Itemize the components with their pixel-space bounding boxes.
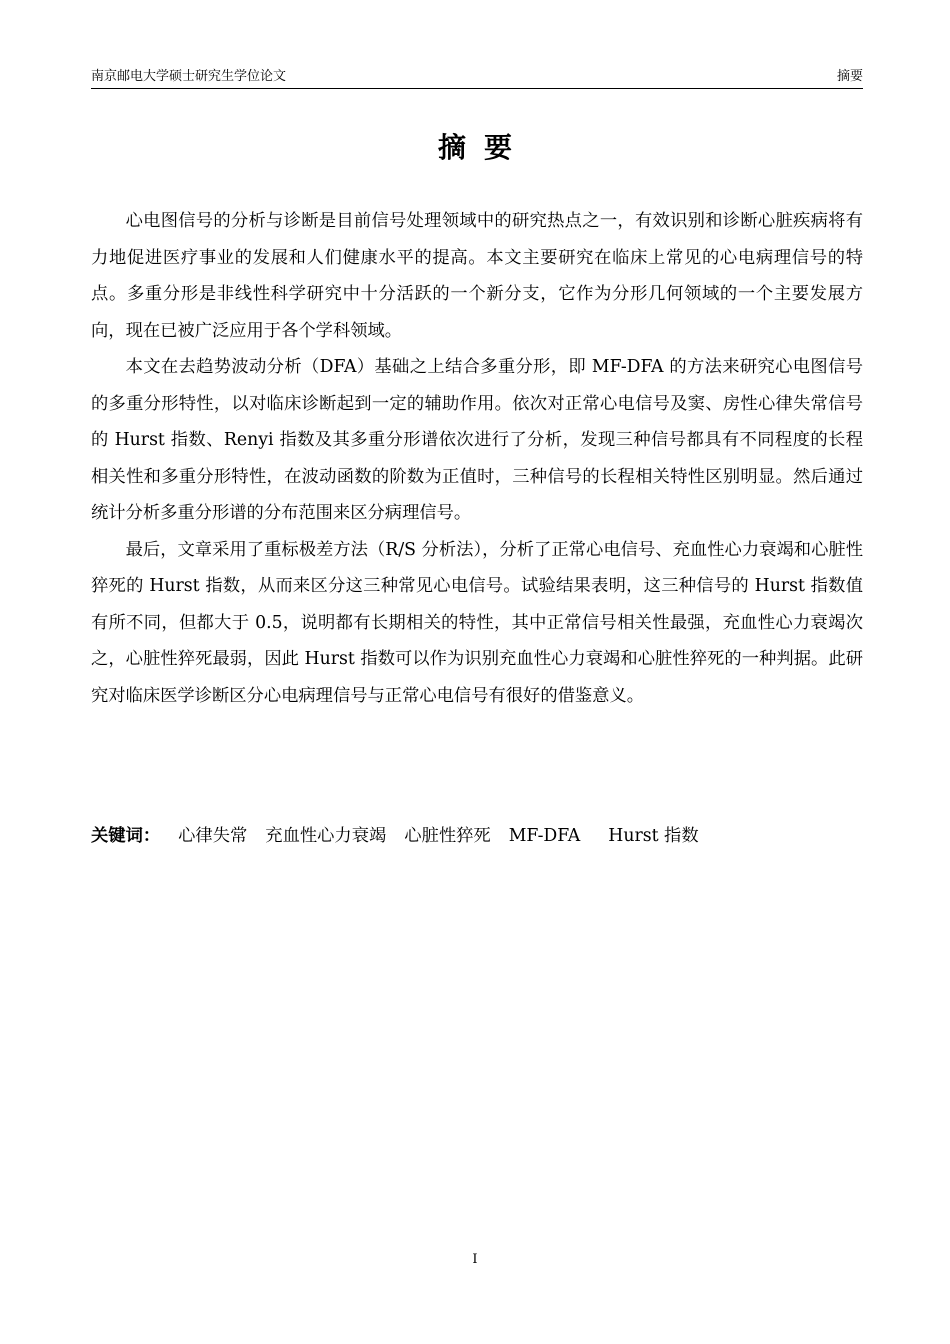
abstract-paragraph-1: 心电图信号的分析与诊断是目前信号处理领域中的研究热点之一，有效识别和诊断心脏疾病将有力地促进医疗事业的发展和人们健康水平的提高。本文主要研究在临床上常见的心电病理信号的特点。多重分形是非线性科学研究中十分活跃的一个新分支，它作为分形几何领域的一个主要发展方向，现在已被广泛应用于各个学科领域。: [91, 211, 863, 341]
page-header: [91, 66, 863, 89]
keyword-item: 充血性心力衰竭: [265, 826, 387, 846]
keyword-item: 心律失常: [178, 826, 248, 846]
page-title: 摘要: [437, 131, 530, 164]
keywords-line: [91, 818, 863, 854]
header-thesis-title: 南京邮电大学硕士研究生学位论文: [91, 69, 287, 84]
header-section-name: 摘要: [836, 69, 863, 84]
keyword-item: MF-DFA: [508, 826, 581, 846]
abstract-paragraph-3: 最后，文章采用了重标极差方法（R/S 分析法），分析了正常心电信号、充血性心力衰竭和心脏性猝死的 Hurst 指数，从而来区分这三种常见心电信号。试验结果表明，这三种信号的 Hurst 指数值有所不同，但都大于 0.5，说明都有长期相关的特性，其中正常信号相关性最强，充血性心力衰竭次之，心脏性猝死最弱，因此 Hurst 指数可以作为识别充血性心力衰竭和心脏性猝死的一种判据。此研究对临床医学诊断区分心电病理信号与正常心电信号有很好的借鉴意义。: [91, 539, 863, 706]
page-number: I: [472, 1252, 478, 1267]
abstract-body: [91, 203, 863, 714]
keyword-item: 心脏性猝死: [404, 826, 491, 846]
keywords-label: 关键词：: [91, 826, 161, 846]
keyword-item: Hurst 指数: [608, 826, 699, 846]
abstract-paragraph-2: 本文在去趋势波动分析（DFA）基础之上结合多重分形，即 MF-DFA 的方法来研究心电图信号的多重分形特性，以对临床诊断起到一定的辅助作用。依次对正常心电信号及窦、房性心律失常信号的 Hurst 指数、Renyi 指数及其多重分形谱依次进行了分析，发现三种信号都具有不同程度的长程相关性和多重分形特性，在波动函数的阶数为正值时，三种信号的长程相关特性区别明显。然后通过统计分析多重分形谱的分布范围来区分病理信号。: [91, 357, 863, 523]
